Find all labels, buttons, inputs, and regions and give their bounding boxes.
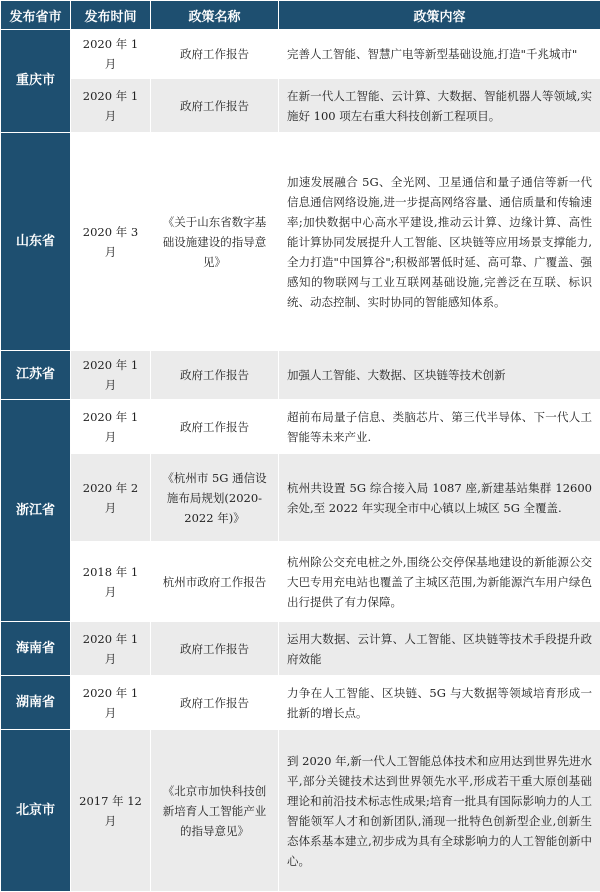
date-cell: 2018 年 1 月 [71,542,151,622]
date-cell: 2017 年 12 月 [71,730,151,892]
province-cell: 浙江省 [1,400,71,622]
policy-content-cell: 运用大数据、云计算、人工智能、区块链等技术手段提升政府效能 [279,622,600,676]
policy-content-cell: 杭州除公交充电桩之外,围绕公交停保基地建设的新能源公交大巴专用充电站也覆盖了主城区范围,为新能源汽车用户绿色出行提供了有力保障。 [279,542,600,622]
table-row [1,351,600,400]
header-province: 发布省市 [1,1,71,30]
policy-name-cell: 《杭州市 5G 通信设施布局规划(2020-2022 年)》 [151,454,279,542]
policy-name-cell: 政府工作报告 [151,79,279,133]
date-cell: 2020 年 1 月 [71,351,151,400]
policy-content-cell: 加强人工智能、大数据、区块链等技术创新 [279,351,600,400]
policy-content-cell: 杭州共设置 5G 综合接入局 1087 座,新建基站集群 12600 余处,至 2022 年实现全市中心镇以上城区 5G 全覆盖. [279,454,600,542]
date-cell: 2020 年 1 月 [71,622,151,676]
table-row [1,454,600,542]
policy-name-cell: 政府工作报告 [151,676,279,730]
header-date: 发布时间 [71,1,151,30]
date-cell: 2020 年 1 月 [71,400,151,454]
table-row [1,622,600,676]
province-cell: 山东省 [1,133,71,351]
policy-name-cell: 政府工作报告 [151,30,279,79]
province-cell: 北京市 [1,730,71,892]
policy-name-cell: 政府工作报告 [151,400,279,454]
table-row [1,730,600,892]
policy-name-cell: 《北京市加快科技创新培育人工智能产业的指导意见》 [151,730,279,892]
table-row [1,133,600,351]
policy-name-cell: 《关于山东省数字基础设施建设的指导意见》 [151,133,279,351]
policy-name-cell: 杭州市政府工作报告 [151,542,279,622]
province-cell: 湖南省 [1,676,71,730]
date-cell: 2020 年 2 月 [71,454,151,542]
policy-content-cell: 超前布局量子信息、类脑芯片、第三代半导体、下一代人工智能等未来产业. [279,400,600,454]
table-row [1,400,600,454]
table-row [1,542,600,622]
date-cell: 2020 年 1 月 [71,79,151,133]
table-row [1,30,600,79]
header-policy-name: 政策名称 [151,1,279,30]
table-row [1,79,600,133]
province-cell: 海南省 [1,622,71,676]
province-cell: 江苏省 [1,351,71,400]
policy-content-cell: 在新一代人工智能、云计算、大数据、智能机器人等领域,实施好 100 项左右重大科技创新工程项目。 [279,79,600,133]
policy-content-cell: 到 2020 年,新一代人工智能总体技术和应用达到世界先进水平,部分关键技术达到世界领先水平,形成若干重大原创基础理论和前沿技术标志性成果;培育一批具有国际影响力的人工智能领军人才和创新团队,涌现一批特色创新型企业,创新生态体系基本建立,初步成为具有全球影响力的人工智能创新中心。 [279,730,600,892]
header-row [1,1,600,30]
policy-name-cell: 政府工作报告 [151,351,279,400]
policy-name-cell: 政府工作报告 [151,622,279,676]
header-policy-content: 政策内容 [279,1,600,30]
policy-content-cell: 加速发展融合 5G、全光网、卫星通信和量子通信等新一代信息通信网络设施,进一步提高网络容量、通信质量和传输速率;加快数据中心高水平建设,推动云计算、边缘计算、高性能计算协同发展提升人工智能、区块链等应用场景支撑能力,全力打造"中国算谷";积极部署低时延、高可靠、广覆盖、强感知的物联网与工业互联网基础设施,完善泛在互联、标识统、动态控制、实时协同的智能感知体系。 [279,133,600,351]
date-cell: 2020 年 1 月 [71,676,151,730]
table-row [1,676,600,730]
policy-content-cell: 完善人工智能、智慧广电等新型基础设施,打造"千兆城市" [279,30,600,79]
province-cell: 重庆市 [1,30,71,133]
date-cell: 2020 年 3 月 [71,133,151,351]
date-cell: 2020 年 1 月 [71,30,151,79]
policy-content-cell: 力争在人工智能、区块链、5G 与大数据等领域培育形成一批新的增长点。 [279,676,600,730]
